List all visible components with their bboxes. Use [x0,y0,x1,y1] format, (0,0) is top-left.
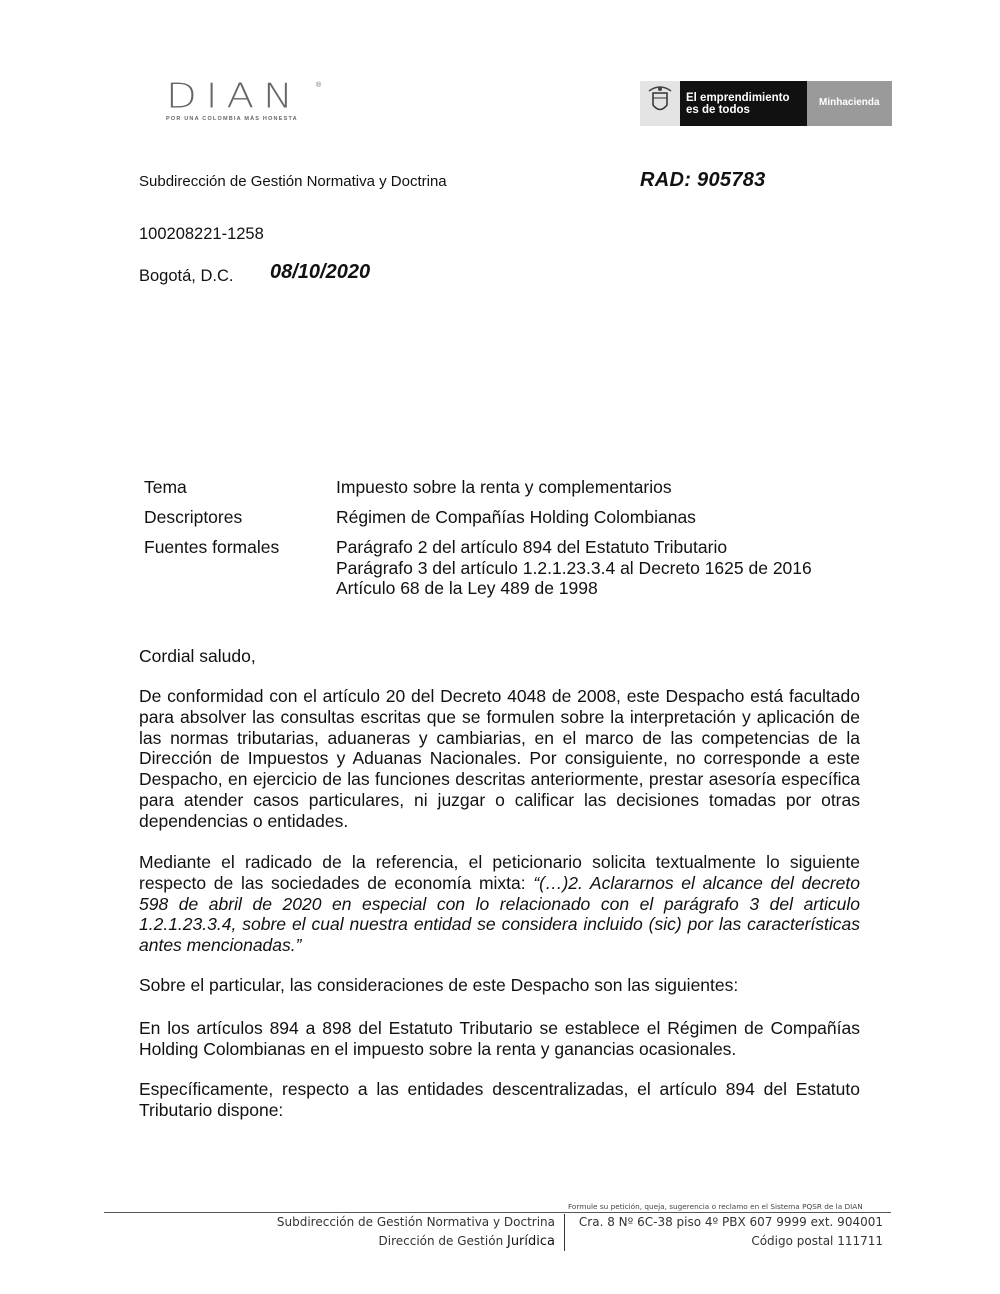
footer-address: Cra. 8 Nº 6C-38 piso 4º PBX 607 9999 ext. 904001 [578,1215,883,1229]
footer-postal-code: Código postal 111711 [751,1234,883,1248]
meta-value-line: Régimen de Compañías Holding Colombianas [336,507,696,527]
city: Bogotá, D.C. [139,267,234,285]
footer-direction-emph: Jurídica [506,1234,555,1249]
meta-value-line: Parágrafo 3 del artículo 1.2.1.23.3.4 al Decreto 1625 de 2016 [336,557,812,578]
footer-direction [379,1234,555,1249]
meta-label: Fuentes formales [144,537,280,557]
footer-office: Subdirección de Gestión Normativa y Doctrina [276,1215,555,1229]
meta-value [336,537,812,599]
banner-slogan [680,81,807,126]
meta-value-line: Artículo 68 de la Ley 489 de 1998 [336,578,598,598]
coat-of-arms-icon [640,81,680,126]
paragraph-competence: De conformidad con el artículo 20 del Decreto 4048 de 2008, este Despacho está facultado para absolver las consultas escritas que se formulen sobre la interpretación y aplicación de las normas tributarias, aduaneras y cambiarias, en el marco de las competencias de la Dirección de Impuestos y Aduanas Nacionales. Por consiguiente, no corresponde a este Despacho, en ejercicio de las funciones descritas anteriormente, prestar asesoría específica para atender casos particulares, ni juzgar o calificar las decisiones tomadas por otras dependencias o entidades. [139,686,860,831]
registered-mark: ® [316,82,322,89]
letter-date: 08/10/2020 [270,261,371,283]
meta-label: Tema [144,477,187,497]
paragraph-considerations: Sobre el particular, las consideraciones de este Despacho son las siguientes: [139,975,739,995]
radicado-number: RAD: 905783 [640,169,766,191]
request-quote: “(…)2. Aclararnos el alcance del decreto 598 de abril de 2020 en especial con lo relacionado con el parágrafo 3 del articulo 1.2.1.23.3.4, sobre el cual nuestra entidad se considera incluido (sic) por las características antes mencionadas.” [139,872,860,956]
dian-logo [166,76,326,128]
ministry-badge [807,81,892,126]
banner-slogan-line2: es de todos [686,104,750,116]
meta-value-line: Impuesto sobre la renta y complementarios [336,477,672,497]
footer-direction-prefix: Dirección de Gestión [378,1234,507,1248]
office-name: Subdirección de Gestión Normativa y Doctrina [139,173,447,190]
meta-value-line: Parágrafo 2 del artículo 894 del Estatuto Tributario [336,537,728,557]
dian-logo-text: DIAN [166,76,302,116]
paragraph-request [139,852,860,956]
meta-label: Descriptores [144,507,243,527]
dian-logo-tagline: POR UNA COLOMBIA MÁS HONESTA [166,116,298,122]
request-intro: Mediante el radicado de la referencia, el peticionario solicita textualmente lo siguiente respecto de las sociedades de economía mixta: [139,852,860,893]
greeting: Cordial saludo, [139,646,256,666]
paragraph-article-894: Específicamente, respecto a las entidades descentralizadas, el artículo 894 del Estatuto Tributario dispone: [139,1079,860,1120]
footer-vertical-divider [564,1214,565,1251]
meta-value [336,477,672,498]
government-banner [640,81,892,126]
reference-number: 100208221-1258 [139,225,264,243]
banner-slogan-line1: El emprendimiento [686,92,790,104]
footer-divider [104,1212,891,1213]
meta-value [336,507,696,528]
ministry-name: Minhacienda [819,97,880,108]
footer-pqsr-note: Formule su petición, queja, sugerencia o reclamo en el Sistema PQSR de la DIAN [568,1202,863,1211]
paragraph-holding-regime: En los artículos 894 a 898 del Estatuto Tributario se establece el Régimen de Compañías Holding Colombianas en el impuesto sobre la renta y ganancias ocasionales. [139,1018,860,1059]
